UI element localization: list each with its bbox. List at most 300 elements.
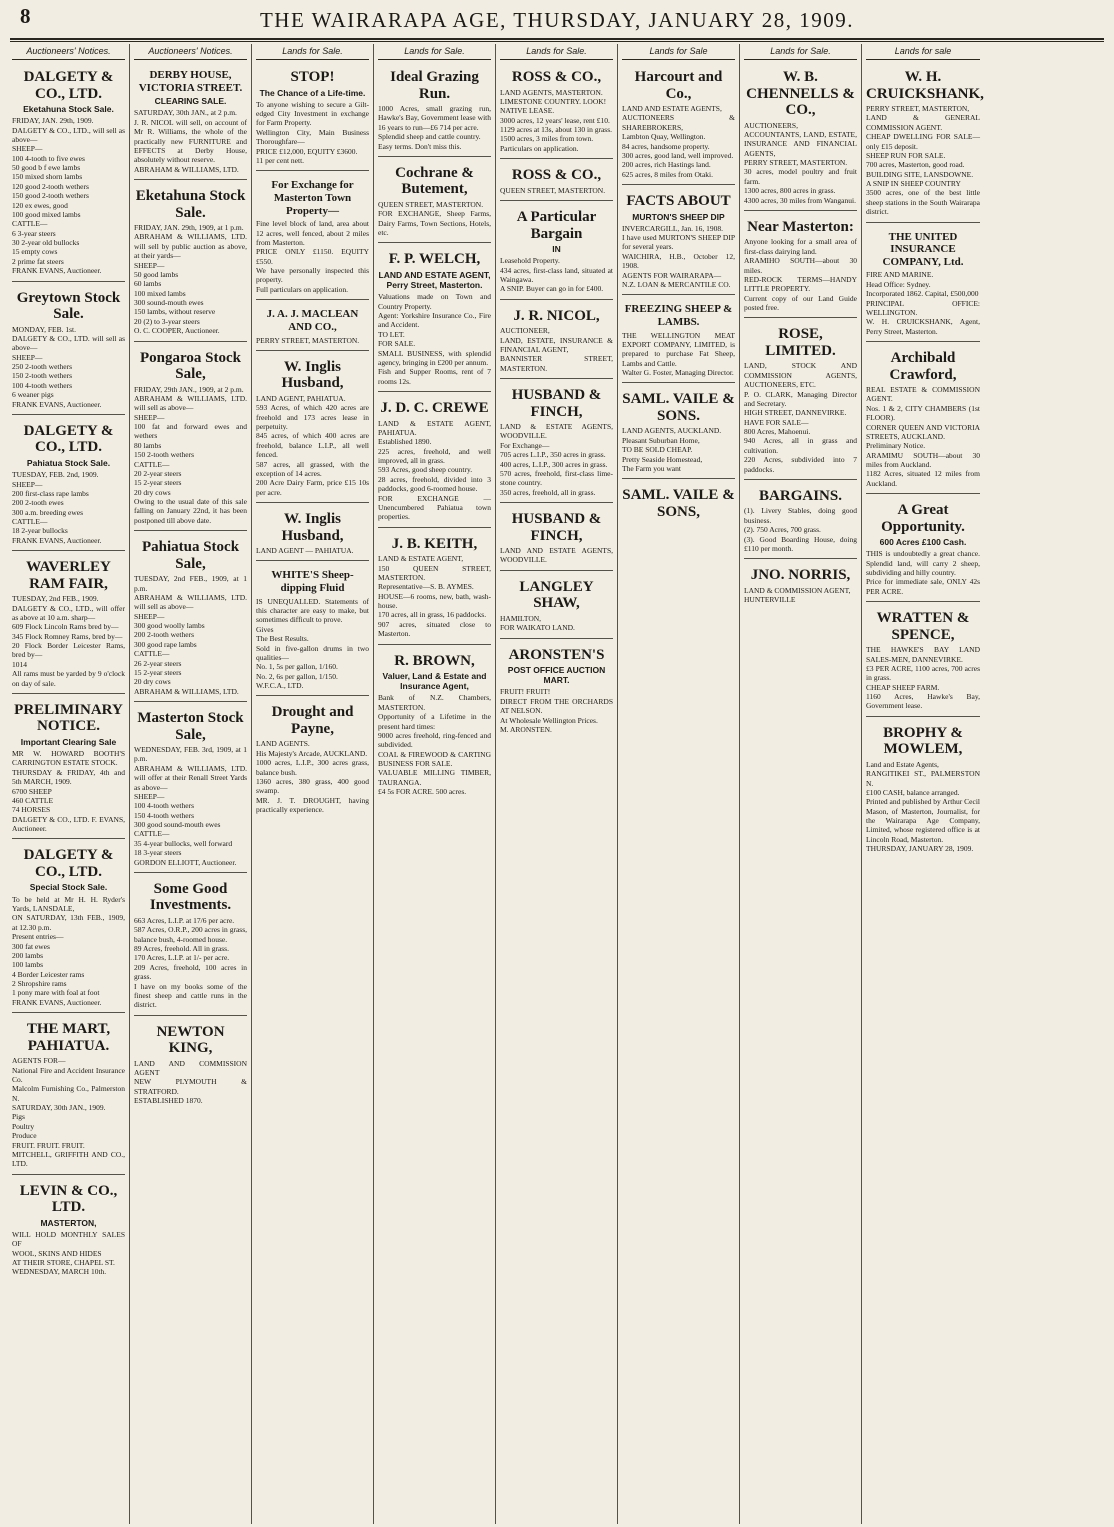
ad-text-line: National Fire and Accident Insurance Co. [12,1065,125,1084]
advertisement [622,188,735,295]
ad-text-line: 1182 Acres, situated 12 miles from Auckland. [866,469,980,488]
ad-text-line: 2 prime fat steers [12,256,64,266]
ad-text-line: 28 acres, freehold, divided into 3 paddocks, good 6-roomed house. [378,474,491,494]
advertisement [500,382,613,503]
ad-text-line: 300 good woolly lambs [134,621,205,631]
ad-text-line: PRICE ONLY £1150. EQUITY £550. [256,247,369,266]
advertisement [256,564,369,696]
ad-text-line: Printed and published by Arthur Cecil Mason, of Masterton, Journalist, for the Wairarapa Age Company, Limited, whose registered office is at Lincoln Road, Masterton. [866,797,980,844]
ad-text-line: 20 2-year steers [134,468,182,478]
ad-text-line: 100 4-tooth wethers [12,380,72,390]
ad-text-line: ABRAHAM & WILLIAMS, LTD. will sell by public auction as above, at their yards— [134,232,247,261]
ad-text-line: I have used MURTON'S SHEEP DIP for several years. [622,233,735,252]
ad-text-line: Pigs [12,1112,25,1122]
advertisement [744,214,857,319]
ad-subtitle: MURTON'S SHEEP DIP [632,211,725,222]
page-number: 8 [20,4,31,28]
ad-text-line: HAVE FOR SALE— [744,417,809,427]
column-header: Auctioneers' Notices. [12,44,125,60]
ad-title: ARONSTEN'S [508,646,605,663]
ad-text-line: We have personally inspected this property. [256,266,369,285]
ad-text-line: 907 acres, situated close to Masterton. [378,619,491,639]
column-1 [8,44,130,1524]
masthead-rule-thin [10,41,1104,42]
ad-text-line: 4 Border Leicester rams [12,969,85,979]
ad-title: WAVERLEY RAM FAIR, [26,559,111,592]
ad-title: For Exchange for Masterton Town Property— [271,179,354,217]
ad-title: J. A. J. MACLEAN AND CO., [266,308,359,333]
newspaper-columns [8,44,1106,1524]
ad-text-line: LAND AGENTS, MASTERTON. [500,87,603,97]
ad-text-line: 120 ex ewes, good [12,200,68,210]
ad-text-line: HIGH STREET, DANNEVIRKE. [744,408,847,418]
ad-text-line: Opportunity of a Lifetime in the present hard times: [378,712,491,731]
ad-text-line: (3). Good Boarding House, doing £110 per month. [744,534,857,553]
ad-text-line: BUILDING SITE, LANSDOWNE. [866,169,974,179]
ad-title: HUSBAND & FINCH, [511,511,602,544]
ad-text-line: Walter G. Foster, Managing Director. [622,368,734,378]
ad-text-line: Representative—S. B. AYMES. [378,582,474,592]
ad-text-line: 3000 acres, 12 years' lease, rent £10. [500,115,610,125]
ad-text-line: (1). Livery Stables, doing good business. [744,506,857,525]
ad-text-line: 3500 acres, one of the best little sheep stations in the South Wairarapa district. [866,188,980,217]
ad-text-line: TO BE SOLD CHEAP. [622,445,693,455]
advertisement [134,876,247,1016]
ad-text-line: SHEEP— [12,479,43,489]
advertisement [866,720,980,859]
ad-text-line: WEDNESDAY, FEB. 3rd, 1909, at 1 p.m. [134,745,247,764]
advertisement [134,345,247,532]
ad-title: BARGAINS. [759,487,842,504]
ad-text-line: Preliminary Notice. [866,441,926,451]
ad-text-line: LAND AGENTS, AUCKLAND. [622,426,722,436]
advertisement [744,321,857,480]
ad-text-line: ABRAHAM & WILLIAMS, LTD. [134,164,239,174]
ad-text-line: 587 acres, all grassed, with the exception of 14 acres. [256,459,369,478]
ad-text-line: 30 2-year old bullocks [12,238,80,248]
ad-text-line: 200 acres, rich Hastings land. [622,160,711,170]
ad-text-line: M. ARONSTEN. [500,724,552,734]
ad-text-line: 663 Acres, L.I.P. at 17/6 per acre. [134,915,235,925]
advertisement [622,298,735,383]
ad-text-line: LAND & ESTATE AGENTS, WOODVILLE. [500,422,613,441]
ad-text-line: CATTLE— [134,649,170,659]
ad-text-line: 35 4-year bullocks, well forward [134,838,233,848]
ad-title: J. R. NICOL, [513,307,600,324]
ad-text-line: Poultry [12,1121,35,1131]
advertisement [866,226,980,343]
ad-text-line: TO LET. [378,329,405,339]
ad-text-line: FOR WAIKATO LAND. [500,623,575,633]
advertisement [134,705,247,873]
ad-text-line: 570 acres, freehold, first-class lime-stone country. [500,468,613,488]
ad-text-line: 150 2-tooth wethers [134,450,194,460]
ad-title: JNO. NORRIS, [750,567,851,584]
ad-title: Pongaroa Stock Sale, [140,349,241,383]
advertisement [866,605,980,717]
ad-text-line: WILL HOLD MONTHLY SALES OF [12,1229,125,1249]
advertisement [256,303,369,351]
ad-title: PRELIMINARY NOTICE. [14,701,123,735]
ad-text-line: 460 CATTLE [12,795,54,805]
ad-text-line: At Wholesale Wellington Prices. [500,715,598,725]
advertisement [12,418,125,551]
ad-subtitle: IN [552,244,561,254]
advertisement [256,174,369,300]
ad-text-line: CATTLE— [134,459,170,469]
advertisement [866,497,980,602]
ad-text-line: 1300 acres, 800 acres in grass. [744,186,836,196]
ad-title: LEVIN & CO., LTD. [19,1182,118,1216]
ad-text-line: DALGETY & CO., LTD., will sell as above— [12,125,125,144]
ad-text-line: 400 acres, L.I.P., 300 acres in grass. [500,459,608,469]
ad-text-line: QUEEN STREET, MASTERTON. [500,185,606,195]
ad-text-line: 20 dry cows [134,677,171,687]
ad-text-line: THE WELLINGTON MEAT EXPORT COMPANY, LIMITED, is prepared to purchase Fat Sheep, Lambs and Cattle. [622,330,735,368]
ad-text-line: 100 good mixed lambs [12,209,81,219]
ad-text-line: ABRAHAM & WILLIAMS, LTD. [134,686,239,696]
ad-text-line: 300 good rape lambs [134,639,197,649]
ad-text-line: FRIDAY, JAN. 29th, 1909. [12,116,94,126]
ad-text-line: AUCTIONEER, [500,326,550,336]
ad-text-line: FRANK EVANS, Auctioneer. [12,266,102,276]
ad-text-line: 700 acres, Masterton, good road. [866,160,965,170]
ad-text-line: 200 2-tooth wethers [134,630,194,640]
ad-text-line: PERRY STREET, MASTERTON, [866,104,970,113]
advertisement [134,534,247,702]
column-header: Lands for Sale. [378,44,491,60]
ad-text-line: ABRAHAM & WILLIAMS, LTD. will sell as above— [134,393,247,413]
ad-text-line: All rams must be yarded by 9 o'clock on day of sale. [12,669,125,688]
ad-text-line: 150 good 2-tooth wethers [12,191,89,201]
ad-text-line: SATURDAY, 30th JAN., 1909. [12,1103,106,1112]
ad-text-line: MR W. HOWARD BOOTH'S CARRINGTON ESTATE STOCK. [12,749,125,768]
ad-title: Some Good Investments. [149,880,232,914]
ad-text-line: Present entries— [12,932,64,942]
column-header: Lands for Sale [622,44,735,60]
masthead [0,0,1114,46]
ad-text-line: HOUSE—6 rooms, new, bath, wash-house. [378,591,491,610]
ad-text-line: 15 2-year steers [134,667,182,677]
advertisement [500,64,613,159]
ad-text-line: DALGETY & CO., LTD., will offer as above at 10 a.m. sharp— [12,603,125,622]
ad-text-line: Pretty Seaside Homestead, [622,454,703,464]
ad-text-line: 150 lambs, without reserve [134,307,216,317]
ad-text-line: FRUIT! FRUIT! [500,687,551,697]
ad-title: Harcourt and Co., [634,69,723,102]
advertisement [866,64,984,223]
ad-text-line: (2). 750 Acres, 700 grass. [744,525,821,535]
ad-text-line: WEDNESDAY, MARCH 10th. [12,1267,107,1277]
ad-text-line: 350 acres, freehold, all in grass. [500,487,596,497]
ad-text-line: Valuations made on Town and Country Property. [378,292,491,311]
ad-text-line: Incorporated 1862. Capital, £500,000 [866,289,979,299]
column-header: Lands for Sale. [744,44,857,60]
ad-text-line: 6 weaner pigs [12,390,54,400]
ad-text-line: DALGETY & CO., LTD. F. EVANS, Auctioneer. [12,814,125,834]
ad-text-line: 209 Acres, freehold, 100 acres in grass. [134,962,247,982]
ad-text-line: ARAMIMU SOUTH—about 30 miles from Auckland. [866,450,980,470]
ad-text-line: 150 mixed shorn lambs [12,172,83,182]
ad-text-line: FRANK EVANS, Auctioneer. [12,399,102,409]
ad-title: LANGLEY SHAW, [519,578,594,612]
ad-text-line: LAND, STOCK AND COMMISSION AGENTS, AUCTIONEERS, ETC. [744,361,857,390]
advertisement [378,531,491,645]
ad-text-line: RANGITIKEI ST., PALMERSTON N. [866,769,980,788]
ad-text-line: 300 good sound-mouth ewes [134,820,221,830]
advertisement [12,554,125,694]
ad-text-line: 940 Acres, all in grass and cultivation. [744,436,857,455]
ad-title: THE UNITED INSURANCE COMPANY, Ltd. [882,230,964,268]
ad-title: SAML. VAILE & SONS. [622,391,735,424]
column-7 [740,44,862,1524]
ad-text-line: 300 acres, good land, well improved. [622,150,734,160]
ad-title: WRATTEN & SPENCE, [876,610,970,643]
ad-title: BROPHY & MOWLEM, [883,724,963,758]
ad-text-line: 300 a.m. breeding ewes [12,507,84,517]
ad-text-line: 100 4-tooth to five ewes [12,153,85,163]
ad-text-line: LAND AGENT — PAHIATUA. [256,546,354,556]
ad-text-line: 609 Flock Lincoln Rams bred by— [12,622,119,632]
ad-text-line: 20 (2) to 3-year steers [134,316,200,326]
advertisement [866,345,980,494]
advertisement [744,562,857,609]
ad-title: Masterton Stock Sale, [137,710,244,743]
ad-text-line: RED-ROCK TERMS—HANDY LITTLE PROPERTY. [744,274,857,294]
ad-text-line: For Exchange— [500,440,550,450]
ad-text-line: To be held at Mr H. H. Ryder's Yards, LANSDALE, [12,894,125,913]
ad-text-line: SHEEP— [12,352,43,362]
ad-title: NEWTON KING, [156,1023,225,1057]
ad-text-line: No. 1, 5s per gallon, 1/160. [256,662,338,672]
ad-text-line: Gives [256,624,274,634]
advertisement [134,183,247,342]
ad-title: THE MART, PAHIATUA. [26,1021,111,1054]
ad-text-line: Pleasant Suburban Home, [622,435,700,445]
ad-text-line: 593 Acres, of which 420 acres are freehold and 173 acres lease in perpetuity. [256,403,369,432]
column-5 [496,44,618,1524]
ad-text-line: SHEEP— [12,144,43,154]
ad-text-line: 89 Acres, freehold. All in grass. [134,944,229,954]
ad-text-line: 15 empty cows [12,247,58,257]
ad-text-line: 1160 Acres, Hawke's Bay, Government lease. [866,692,980,711]
ad-text-line: 587 Acres, O.R.P., 200 acres in grass, balance bush, 4-roomed house. [134,925,247,944]
ad-text-line: PERRY STREET, MASTERTON. [744,158,848,167]
ad-text-line: 220 Acres, subdivided into 7 paddocks. [744,455,857,474]
ad-title: Archibald Crawford, [889,350,957,383]
ad-text-line: LAND AND ESTATE AGENTS, [622,104,722,113]
ad-text-line: £4 5s FOR ACRE. 500 acres. [378,787,467,797]
ad-text-line: FRANK EVANS, Auctioneer. [12,535,102,545]
ad-text-line: 100 4-tooth wethers [134,801,194,811]
ad-text-line: BANNISTER STREET, MASTERTON. [500,354,613,373]
ad-text-line: NATIVE LEASE. [500,106,555,116]
advertisement [378,160,491,244]
ad-text-line: COAL & FIREWOOD & CARTING BUSINESS FOR SALE. [378,749,491,768]
ad-text-line: W.F.C.A., LTD. [256,681,304,691]
ad-text-line: 11 per cent nett. [256,155,305,165]
ad-text-line: LAND, ESTATE, INSURANCE & FINANCIAL AGENT, [500,335,613,354]
ad-text-line: THURSDAY, JANUARY 28, 1909. [866,844,974,854]
newspaper-title: THE WAIRARAPA AGE, THURSDAY, JANUARY 28, 1909. [259,8,855,32]
ad-text-line: 625 acres, 8 miles from Otaki. [622,169,714,179]
ad-title: STOP! [290,69,335,85]
ad-subtitle: 600 Acres £100 Cash. [879,537,967,548]
ad-subtitle: The Chance of a Life-time. [259,87,366,98]
advertisement [378,648,491,802]
ad-text-line: INVERCARGILL, Jan. 16, 1908. [622,223,724,233]
ad-text-line: 50 good lambs [134,269,179,279]
ad-title: ROSS & CO., [511,167,602,184]
ad-title: FREEZING SHEEP & LAMBS. [624,303,733,328]
ad-title: Cochrane & Butement, [395,164,474,198]
ad-text-line: 60 lambs [134,279,162,289]
advertisement [500,303,613,379]
ad-text-line: AT THEIR STORE, CHAPEL ST. [12,1257,115,1267]
ad-text-line: Agent: Yorkshire Insurance Co., Fire and Accident. [378,311,491,330]
ad-text-line: His Majesty's Arcade, AUCKLAND. [256,748,368,758]
ad-subtitle: Eketahuna Stock Sale. [23,104,114,114]
ad-title: FACTS ABOUT [626,193,731,209]
ad-text-line: 300 fat ewes [12,941,50,951]
ad-text-line: Established 1890. [378,437,432,447]
ad-text-line: 20 dry cows [134,487,171,497]
ad-text-line: 100 mixed lambs [134,288,186,298]
ad-text-line: SHEEP— [134,611,165,621]
ad-text-line: 120 good 2-tooth wethers [12,181,89,191]
ad-text-line: £3 PER ACRE, 1100 acres, 700 acres in grass. [866,663,980,683]
ad-text-line: 1500 acres, 3 miles from town. [500,134,594,144]
ad-text-line: GORDON ELLIOTT, Auctioneer. [134,857,237,867]
ad-text-line: W. H. CRUICKSHANK, Agent, Perry Street, Masterton. [866,317,980,336]
ad-title: J. B. KEITH, [391,535,478,552]
ad-title: A Particular Bargain [516,209,597,242]
ad-text-line: 18 3-year steers [134,848,182,858]
ad-text-line: Easy terms. Don't miss this. [378,141,462,151]
ad-subtitle: Pahiatua Stock Sale. [26,457,111,468]
ad-text-line: 200 lambs [12,950,44,960]
ad-text-line: The Best Results. [256,634,309,644]
ad-text-line: 2 Shropshire rams [12,979,67,988]
column-2 [130,44,252,1524]
advertisement [378,246,491,392]
ad-text-line: CATTLE— [12,517,48,526]
ad-text-line: 9000 acres freehold, ring-fenced and subdivided. [378,730,491,750]
ad-text-line: FOR EXCHANGE, Sheep Farms, Dairy Farms, Town Sections, Hotels, etc. [378,209,491,237]
advertisement [622,386,735,479]
ad-text-line: 150 4-tooth wethers [134,810,194,820]
ad-text-line: MITCHELL, GRIFFITH AND CO., LTD. [12,1149,125,1169]
ad-text-line: Owing to the usual date of this sale falling on January 22nd, it has been postponed till above date. [134,497,247,525]
ad-text-line: 705 acres L.I.P., 350 acres in grass. [500,450,606,460]
ad-text-line: Full particulars on application. [256,284,349,294]
advertisement [500,574,613,639]
ad-text-line: AGENTS FOR WAIRARAPA— [622,270,722,280]
ad-text-line: LAND AND ESTATE AGENTS, WOODVILLE. [500,546,613,565]
ad-text-line: 1 pony mare with foal at foot [12,988,100,998]
ad-text-line: QUEEN STREET, MASTERTON. [378,199,484,209]
column-header: Lands for sale [866,44,980,60]
masthead-rule [10,38,1104,40]
ad-text-line: 100 fat and forward ewes and wethers [134,422,247,441]
ad-text-line: 1129 acres at 13s, about 130 in grass. [500,125,612,134]
ad-text-line: N.Z. LOAN & MERCANTILE CO. [622,279,731,289]
ad-text-line: 1000 acres, L.I.P., 300 acres grass, balance bush. [256,758,369,777]
ad-text-line: 800 Acres, Mahoenui. [744,427,811,436]
ad-text-line: Nos. 1 & 2, CITY CHAMBERS (1st FLOOR). [866,403,980,423]
ad-text-line: 50 good b f ewe lambs [12,163,81,173]
ad-text-line: SHEEP— [134,791,165,801]
ad-text-line: Leasehold Property. [500,256,560,266]
ad-text-line: IS UNEQUALLED. Statements of this character are easy to make, but sometimes difficult to prove. [256,596,369,625]
ad-text-line: 200 first-class rape lambs [12,488,89,498]
ad-text-line: THE HAWKE'S BAY LAND SALES-MEN, DANNEVIRKE. [866,645,980,664]
ad-title: W. H. CRUICKSHANK, [866,69,984,102]
advertisement [500,642,613,740]
ad-text-line: Sold in five-gallon drums in two qualities— [256,643,369,662]
ad-text-line: PRICE £12,000, EQUITY £3600. [256,146,358,156]
ad-text-line: Fish and Supper Rooms, rent of 7 rooms 12s. [378,367,491,386]
ad-text-line: 15 2-year steers [134,478,182,488]
ad-text-line: 4300 acres, 30 miles from Wanganui. [744,195,856,205]
ad-text-line: Anyone looking for a small area of first-class dairying land. [744,237,857,256]
ad-subtitle: Valuer, Land & Estate and Insurance Agent, [382,671,487,692]
advertisement [622,482,735,527]
ad-text-line: LIMESTONE COUNTRY. LOOK! [500,96,607,106]
ad-text-line: FRIDAY, 29th JAN., 1909, at 2 p.m. [134,384,244,394]
ad-text-line: REAL ESTATE & COMMISSION AGENT. [866,385,980,404]
ad-title: ROSE, LIMITED. [765,326,836,359]
ad-text-line: 84 acres, handsome property. [622,141,710,151]
ad-text-line: HUNTERVILLE [744,595,796,605]
ad-text-line: 593 Acres, good sheep country. [378,465,473,475]
ad-text-line: SMALL BUSINESS, with splendid agency, bringing in £200 per annum. [378,348,491,367]
ad-text-line: MONDAY, FEB. 1st. [12,324,76,334]
ad-text-line: LAND AGENT, PAHIATUA. [256,393,346,403]
advertisement [500,506,613,571]
ad-text-line: 845 acres, of which 400 acres are freehold, balance L.I.P., all well fenced. [256,431,369,460]
ad-text-line: 225 acres, freehold, and well improved, all in grass. [378,446,491,465]
ad-text-line: Wellington City, Main Business Thoroughfare— [256,127,369,147]
ad-text-line: SATURDAY, 30th JAN., at 2 p.m. [134,108,237,118]
column-4 [374,44,496,1524]
ad-text-line: TUESDAY, FEB. 2nd, 1909. [12,470,99,480]
advertisement [744,483,857,559]
ad-text-line: 200 2-tooth ewes [12,498,64,508]
ad-subtitle: Important Clearing Sale [20,736,117,747]
advertisement [378,395,491,528]
ad-text-line: WOOL, SKINS AND HIDES [12,1248,102,1258]
ad-text-line: 434 acres, first-class land, situated at Waingawa. [500,265,613,284]
ad-text-line: To anyone wishing to secure a Gilt-edged City Investment in exchange for Farm Property. [256,99,369,128]
advertisement [256,506,369,561]
ad-text-line: LAND & ESTATE AGENT, [378,554,464,564]
ad-text-line: LAND & COMMISSION AGENT, [744,585,851,595]
ad-text-line: Head Office: Sydney. [866,279,931,289]
ad-text-line: Bank of N.Z. Chambers, MASTERTON. [378,693,491,712]
ad-text-line: CATTLE— [134,829,170,839]
ad-text-line: FOR EXCHANGE — Unencumbered Pahiatua town properties. [378,493,491,522]
advertisement [500,204,613,300]
ad-text-line: THIS is undoubtedly a great chance. Splendid land, will carry 2 sheep, subdividing and hilly country. [866,549,980,578]
ad-subtitle: POST OFFICE AUCTION MART. [507,665,606,686]
ad-title: W. B. CHENNELLS & CO., [746,69,855,118]
ad-text-line: 250 2-tooth wethers [12,362,72,372]
ad-text-line: FOR SALE. [378,339,416,349]
advertisement [134,1019,247,1111]
ad-text-line: VALUABLE MILLING TIMBER, TAURANGA. [378,768,491,787]
ad-text-line: AUCTIONEERS & SHAREBROKERS, [622,113,735,132]
